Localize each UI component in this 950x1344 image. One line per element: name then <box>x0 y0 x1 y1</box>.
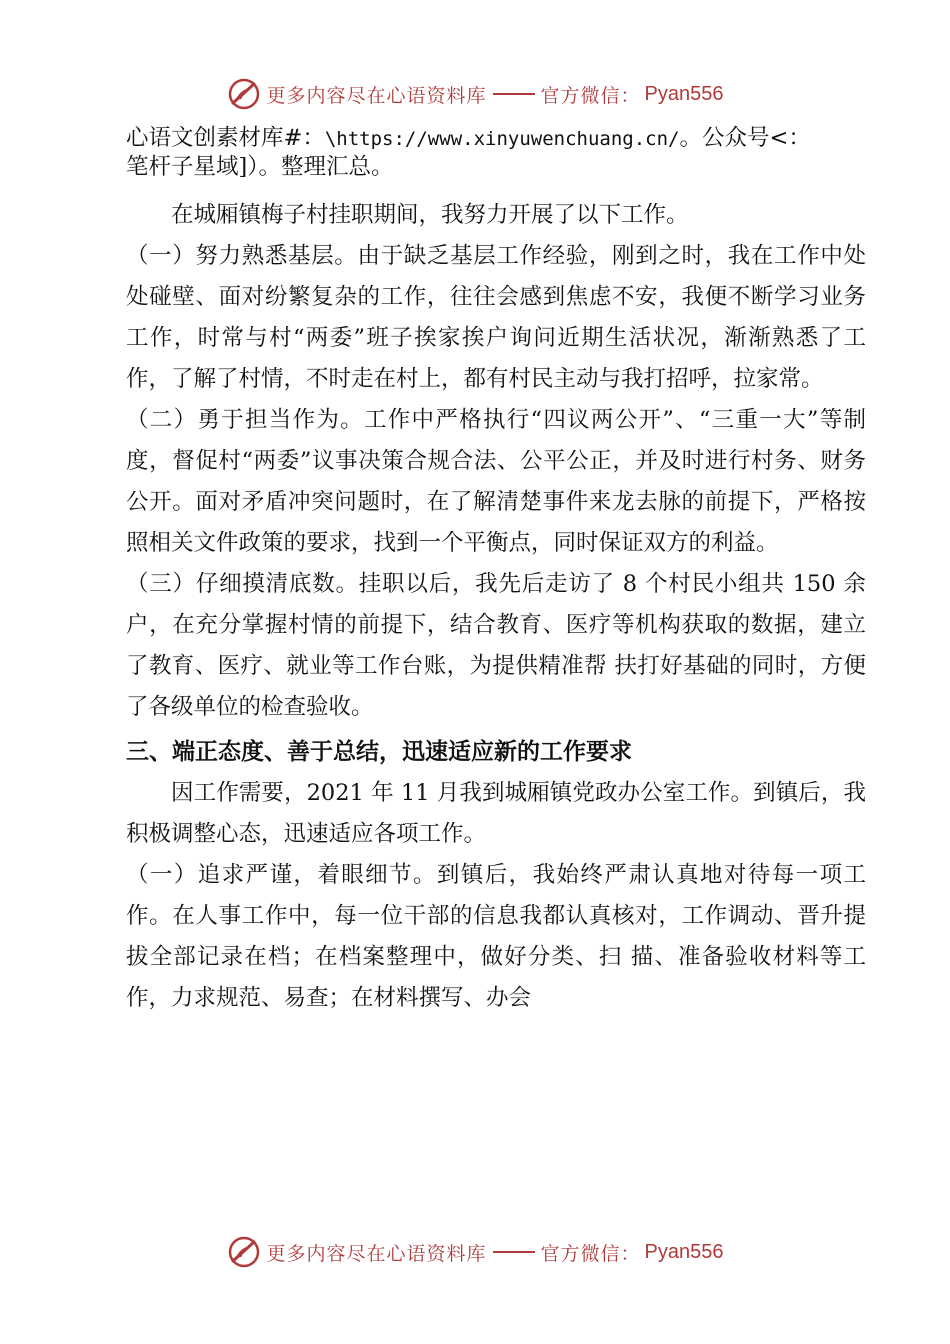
paragraph-survey: （三）仔细摸清底数。挂职以后，我先后走访了 8 个村民小组共 150 余户，在充分掌握村情的前提下，结合教育、医疗等机构获取的数据，建立了教育、医疗、就业等工作台账，为提供精准帮 扶打好基础的同时，方便了各级单位的检查验收。 <box>126 571 866 720</box>
banner-text: 更多内容尽在心语资料库 <box>266 84 487 107</box>
source-prefix: 心语文创素材库#： <box>126 125 325 151</box>
banner-text: 更多内容尽在心语资料库 <box>266 1242 487 1265</box>
source-url: \https://www.xinyuwenchuang.cn/ <box>324 128 680 150</box>
section-intro-paragraph: 因工作需要，2021 年 11 月我到城厢镇党政办公室工作。到镇后，我积极调整心态，迅速适应各项工作。 <box>126 780 866 847</box>
banner-wechat-label: 官方微信： <box>540 1242 641 1265</box>
source-line-2: 笔杆子星域]）。整理汇总。 <box>126 154 394 180</box>
source-suffix: 。公众号<： <box>679 125 811 151</box>
brush-logo-icon <box>227 77 261 111</box>
footer-banner <box>0 1232 950 1272</box>
document-body <box>126 124 866 1019</box>
brush-logo-icon <box>227 1235 261 1269</box>
banner-dash <box>493 1251 535 1253</box>
banner-wechat-label: 官方微信： <box>540 84 641 107</box>
intro-paragraph: 在城厢镇梅子村挂职期间，我努力开展了以下工作。 <box>171 202 689 228</box>
paragraph-rigor: （一）追求严谨，着眼细节。到镇后，我始终严肃认真地对待每一项工作。在人事工作中，每一位干部的信息我都认真核对，工作调动、晋升提拔全部记录在档；在档案整理中，做好分类、扫 描、准备验收材料等工作，力求规范、易查；在材料撰写、办会 <box>126 862 866 1011</box>
source-line <box>126 124 866 153</box>
header-banner <box>0 74 950 114</box>
section-heading: 三、端正态度、善于总结，迅速适应新的工作要求 <box>126 739 632 765</box>
paragraph-familiarize: （一）努力熟悉基层。由于缺乏基层工作经验，刚到之时，我在工作中处处碰壁、面对纷繁复杂的工作，往往会感到焦虑不安，我便不断学习业务工作，时常与村“两委”班子挨家挨户询问近期生活状况，渐渐熟悉了工作，了解了村情，不时走在村上，都有村民主动与我打招呼，拉家常。 <box>126 243 866 392</box>
banner-wechat-id: Pyan556 <box>644 82 724 105</box>
paragraph-responsibility: （二）勇于担当作为。工作中严格执行“四议两公开”、“三重一大”等制度，督促村“两委”议事决策合规合法、公平公正，并及时进行村务、财务公开。面对矛盾冲突问题时，在了解清楚事件来龙去脉的前提下，严格按照相关文件政策的要求，找到一个平衡点，同时保证双方的利益。 <box>126 407 866 556</box>
banner-dash <box>493 93 535 95</box>
banner-wechat-id: Pyan556 <box>644 1240 724 1263</box>
